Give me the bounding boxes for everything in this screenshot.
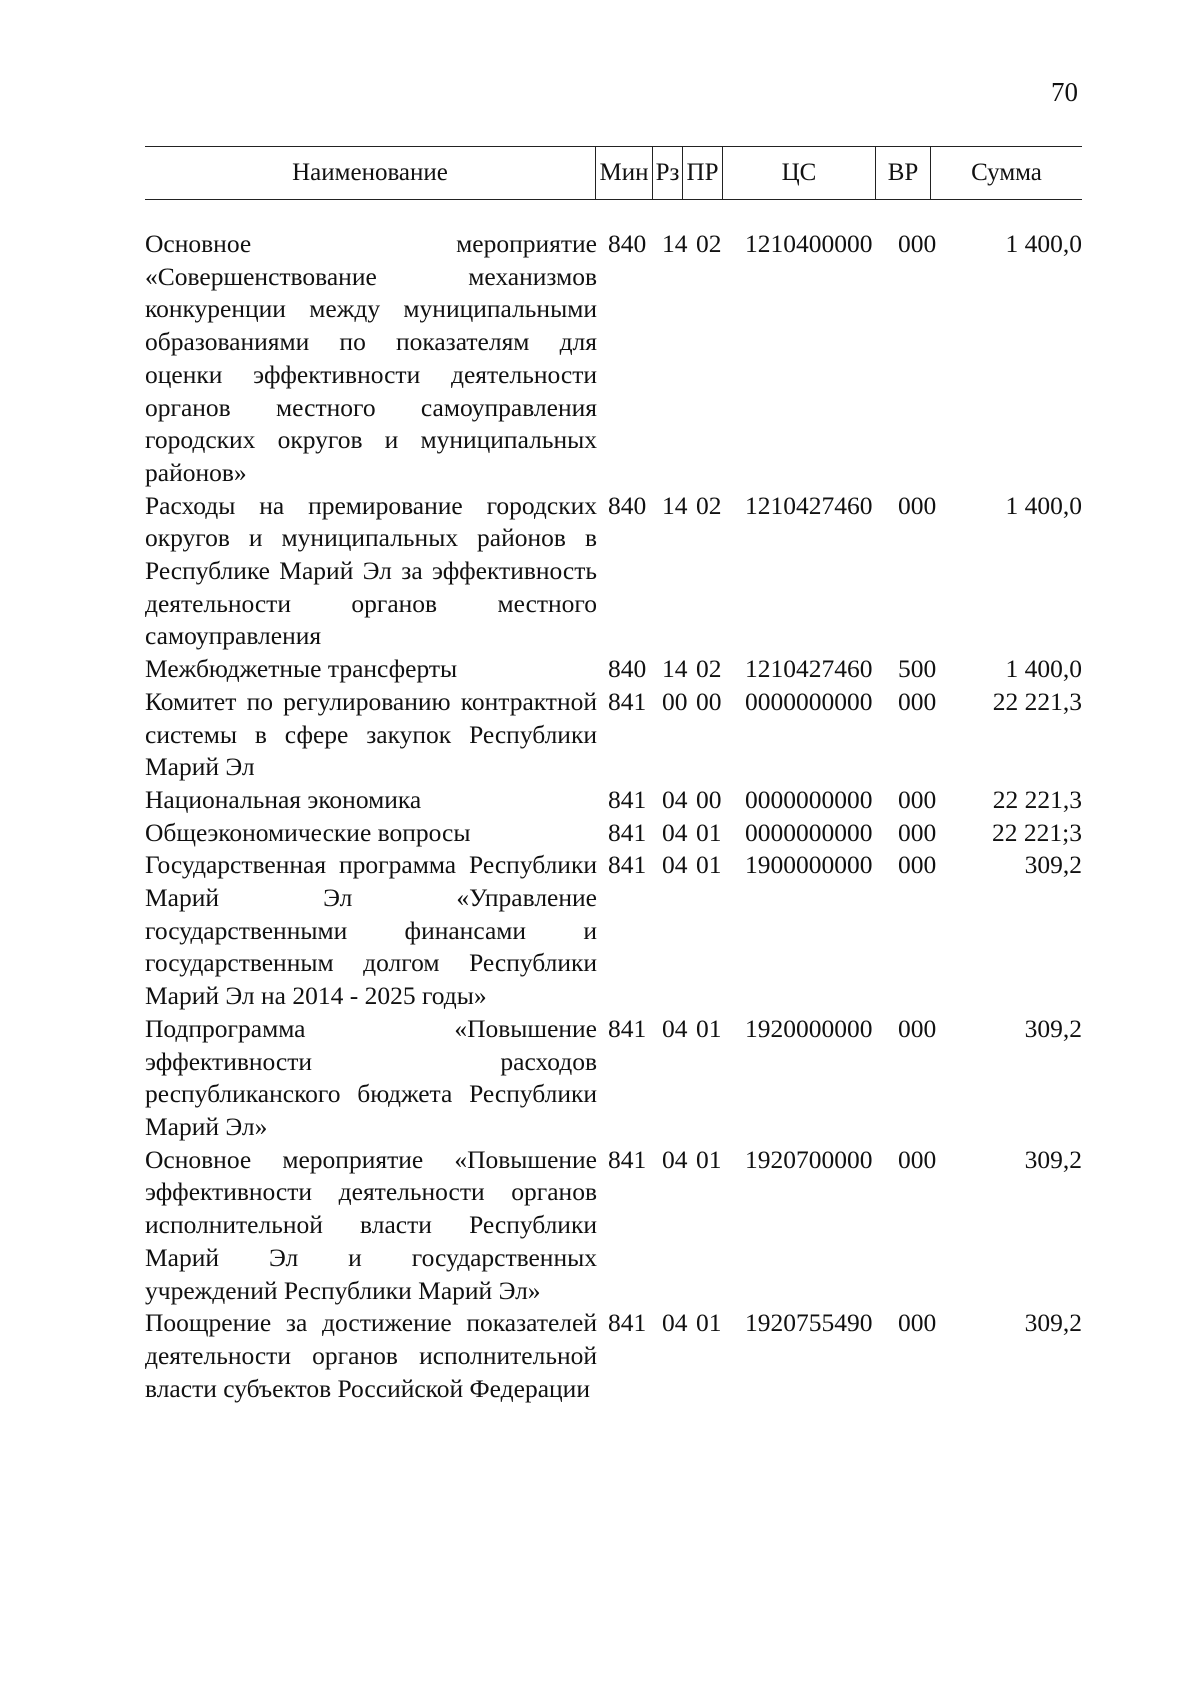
row-min: 840 — [608, 490, 647, 520]
row-pr: 02 — [696, 654, 722, 684]
row-pr: 01 — [696, 817, 722, 847]
row-pr: 02 — [696, 229, 722, 258]
row-cs: 1210427460 — [745, 654, 873, 684]
row-vr: 000 — [898, 850, 937, 880]
row-cs: 0000000000 — [745, 817, 873, 847]
row-vr: 000 — [898, 817, 937, 847]
row-rz: 04 — [662, 817, 688, 847]
header-sum: Сумма — [930, 147, 1082, 199]
row-vr: 000 — [898, 784, 937, 814]
row-sum: 309,2 — [1024, 1144, 1082, 1174]
row-vr: 000 — [898, 490, 937, 520]
row-name: Общеэкономические вопросы — [145, 817, 471, 847]
row-cs: 1210400000 — [745, 229, 873, 258]
row-pr: 01 — [696, 850, 722, 880]
row-name: Основное мероприятие «Повышение эффективности деятельности органов исполнительной власти Республики Марий Эл и государственных учреждений Республики Марий Эл» — [145, 1144, 597, 1305]
row-sum: 22 221,3 — [992, 784, 1082, 814]
row-name: Межбюджетные трансферты — [145, 654, 458, 684]
row-min: 841 — [608, 1144, 647, 1174]
header-min: Мин — [595, 147, 652, 199]
header-name: Наименование — [292, 159, 448, 186]
table-body — [145, 228, 1082, 1405]
table-row — [145, 849, 1082, 1013]
row-sum: 1 400,0 — [1005, 490, 1082, 520]
row-min: 841 — [608, 686, 647, 716]
row-cs: 1920000000 — [745, 1013, 873, 1043]
row-pr: 00 — [696, 784, 722, 814]
row-cs: 1210427460 — [745, 490, 873, 520]
row-name: Поощрение за достижение показателей деятельности органов исполнительной власти субъектов Российской Федерации — [145, 1308, 597, 1403]
row-sum: 1 400,0 — [1005, 229, 1082, 258]
table-row — [145, 653, 1082, 686]
row-sum: 309,2 — [1024, 1308, 1082, 1338]
row-cs: 1900000000 — [745, 850, 873, 880]
header-rz: Рз — [652, 147, 682, 199]
row-cs: 0000000000 — [745, 784, 873, 814]
row-sum: 22 221,3 — [992, 686, 1082, 716]
row-min: 840 — [608, 654, 647, 684]
table-row — [145, 817, 1082, 850]
row-rz: 04 — [662, 1308, 688, 1338]
header-pr: ПР — [682, 147, 722, 199]
table-header — [145, 146, 1082, 200]
row-vr: 000 — [898, 1013, 937, 1043]
row-rz: 04 — [662, 784, 688, 814]
row-min: 841 — [608, 1308, 647, 1338]
row-pr: 00 — [696, 686, 722, 716]
row-min: 841 — [608, 817, 647, 847]
row-min: 841 — [608, 784, 647, 814]
table-row — [145, 228, 1082, 490]
row-vr: 000 — [898, 686, 937, 716]
row-min: 840 — [608, 229, 647, 258]
table-row — [145, 1013, 1082, 1144]
row-min: 841 — [608, 850, 647, 880]
row-vr: 000 — [898, 1308, 937, 1338]
row-rz: 14 — [662, 229, 688, 258]
row-name: Подпрограмма «Повышение эффективности расходов республиканского бюджета Республики Марий Эл» — [145, 1013, 597, 1141]
table-row — [145, 1144, 1082, 1308]
table-row — [145, 686, 1082, 784]
row-rz: 00 — [662, 686, 688, 716]
row-vr: 000 — [898, 229, 937, 258]
row-cs: 0000000000 — [745, 686, 873, 716]
header-cs: ЦС — [722, 147, 875, 199]
row-name: Основное мероприятие «Совершенствование механизмов конкуренции между муниципальными образованиями по показателям для оценки эффективности деятельности органов местного самоуправления городских округов и муниципальных районов» — [145, 229, 597, 487]
row-sum: 22 221;3 — [992, 817, 1082, 847]
row-vr: 000 — [898, 1144, 937, 1174]
row-name: Комитет по регулированию контрактной системы в сфере закупок Республики Марий Эл — [145, 686, 597, 782]
row-vr: 500 — [898, 654, 937, 684]
row-name: Национальная экономика — [145, 784, 422, 814]
row-rz: 04 — [662, 1144, 688, 1174]
row-pr: 02 — [696, 490, 722, 520]
row-cs: 1920755490 — [745, 1308, 873, 1338]
page-number: 70 — [1051, 77, 1078, 107]
table-row — [145, 490, 1082, 654]
row-rz: 14 — [662, 654, 688, 684]
row-sum: 309,2 — [1024, 1013, 1082, 1043]
row-rz: 14 — [662, 490, 688, 520]
row-rz: 04 — [662, 1013, 688, 1043]
row-cs: 1920700000 — [745, 1144, 873, 1174]
row-rz: 04 — [662, 850, 688, 880]
row-sum: 309,2 — [1024, 850, 1082, 880]
budget-table — [145, 146, 1082, 1405]
row-sum: 1 400,0 — [1005, 654, 1082, 684]
row-pr: 01 — [696, 1144, 722, 1174]
row-pr: 01 — [696, 1308, 722, 1338]
row-name: Расходы на премирование городских округов и муниципальных районов в Республике Марий Эл за эффективность деятельности органов местного самоуправления — [145, 490, 597, 651]
row-min: 841 — [608, 1013, 647, 1043]
table-row — [145, 1307, 1082, 1405]
row-name: Государственная программа Республики Марий Эл «Управление государственными финансами и государственным долгом Республики Марий Эл на 2014 - 2025 годы» — [145, 850, 597, 1011]
row-pr: 01 — [696, 1013, 722, 1043]
header-vr: ВР — [875, 147, 930, 199]
table-row — [145, 784, 1082, 817]
